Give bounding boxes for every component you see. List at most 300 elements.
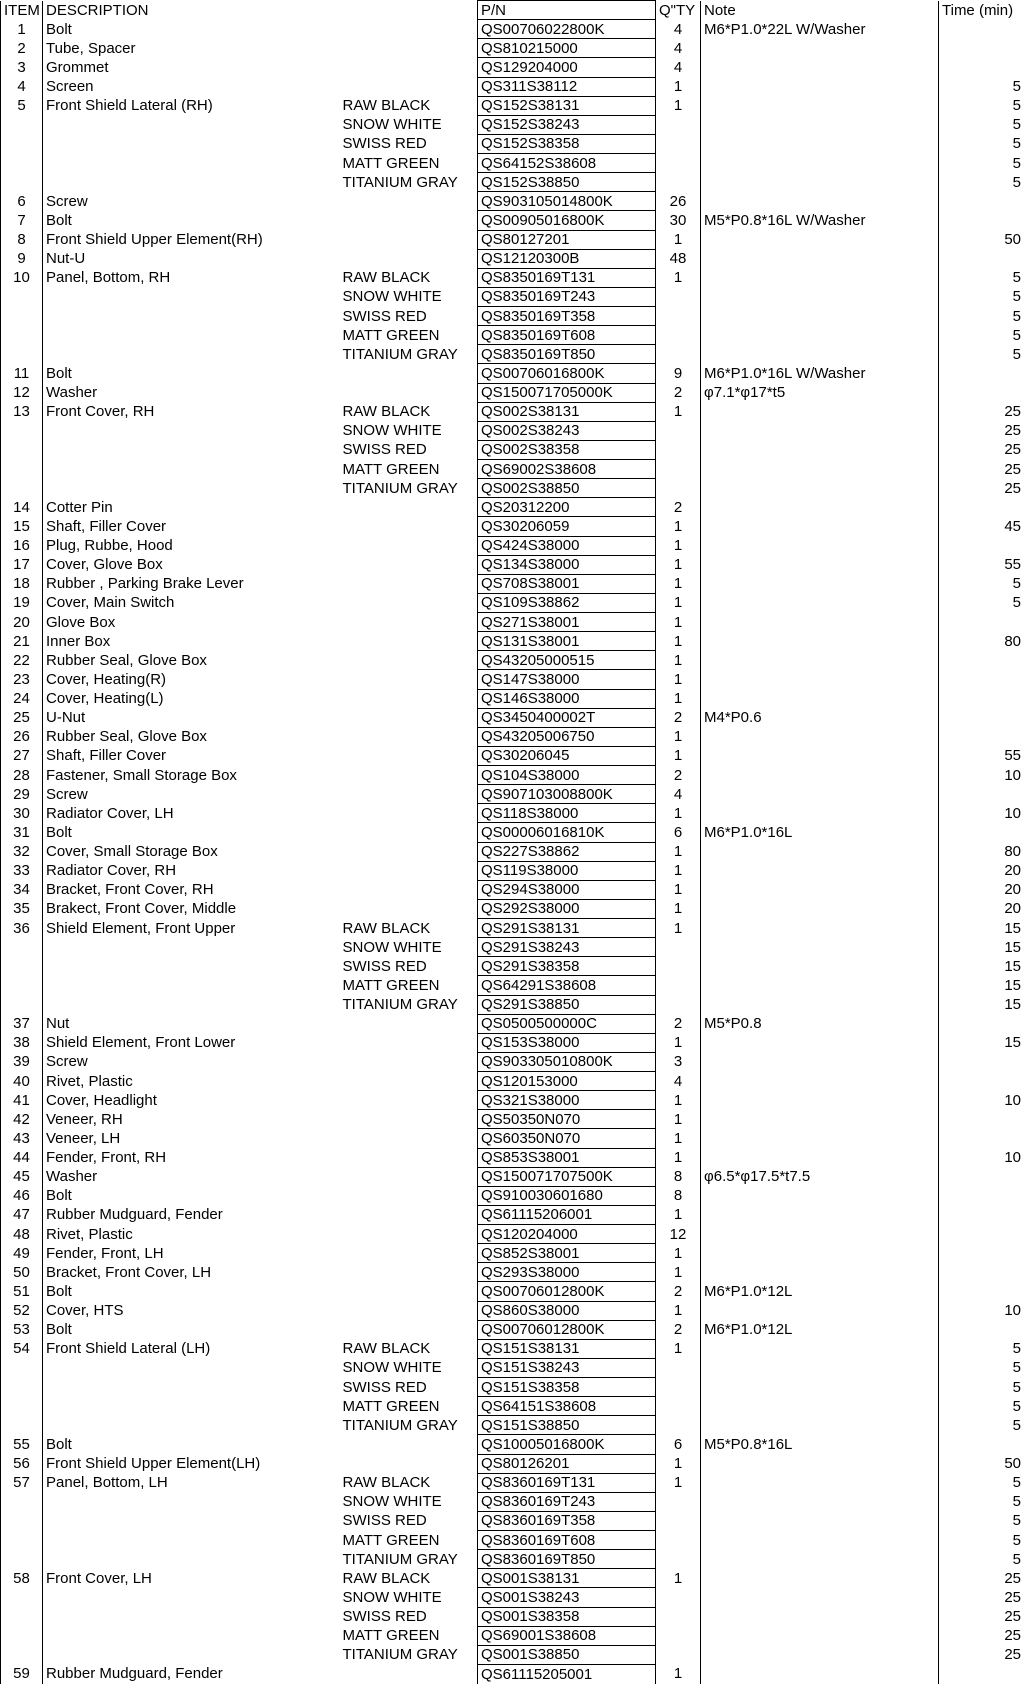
item-description (43, 1531, 340, 1550)
part-number: QS131S38001 (478, 632, 656, 651)
item-description (43, 440, 340, 459)
quantity (656, 957, 701, 976)
note (701, 1205, 939, 1224)
note (701, 785, 939, 804)
color-variant (340, 1263, 478, 1282)
item-number: 20 (1, 613, 43, 632)
table-row (1, 1569, 1024, 1588)
part-number: QS147S38000 (478, 670, 656, 689)
part-number: QS80126201 (478, 1454, 656, 1473)
item-description: Cover, Headlight (43, 1091, 340, 1110)
part-number: QS151S38243 (478, 1358, 656, 1377)
quantity: 1 (656, 555, 701, 574)
table-row (1, 574, 1024, 593)
quantity: 1 (656, 1091, 701, 1110)
color-variant: RAW BLACK (342, 1569, 431, 1587)
note (701, 39, 939, 58)
time-minutes: 5 (939, 1492, 1024, 1511)
note: M5*P0.8 (701, 1014, 939, 1033)
color-variant (340, 383, 478, 402)
item-description: Front Cover, LH (43, 1569, 340, 1588)
item-number (1, 1492, 43, 1511)
part-number: QS907103008800K (478, 785, 656, 804)
note: M6*P1.0*12L (701, 1320, 939, 1339)
note (701, 1091, 939, 1110)
item-number: 12 (1, 383, 43, 402)
item-number: 7 (1, 211, 43, 230)
quantity: 9 (656, 364, 701, 383)
table-row (1, 727, 1024, 746)
part-number: QS271S38001 (478, 613, 656, 632)
part-number: QS151S38131 (478, 1339, 656, 1358)
note (701, 1492, 939, 1511)
time-minutes: 5 (939, 593, 1024, 612)
item-number: 42 (1, 1110, 43, 1129)
color-variant (340, 1282, 478, 1301)
item-description (43, 173, 340, 192)
color-variant: TITANIUM GRAY (342, 173, 458, 191)
item-number (1, 421, 43, 440)
item-description (43, 1358, 340, 1377)
item-number (1, 1607, 43, 1626)
note (701, 1569, 939, 1588)
quantity (656, 287, 701, 306)
quantity: 1 (656, 1339, 701, 1358)
item-number: 5 (1, 96, 43, 115)
time-minutes: 55 (939, 746, 1024, 765)
quantity: 1 (656, 268, 701, 287)
note (701, 268, 939, 287)
table-row (1, 173, 1024, 192)
part-number: QS104S38000 (478, 766, 656, 785)
time-minutes: 25 (939, 1607, 1024, 1626)
quantity: 1 (656, 842, 701, 861)
note (701, 115, 939, 134)
part-number: QS291S38850 (478, 995, 656, 1014)
note (701, 1072, 939, 1091)
time-minutes: 5 (939, 77, 1024, 96)
table-row (1, 1225, 1024, 1244)
table-row (1, 326, 1024, 345)
table-row (1, 899, 1024, 918)
quantity: 1 (656, 880, 701, 899)
quantity: 1 (656, 746, 701, 765)
color-variant (340, 39, 478, 58)
note (701, 1033, 939, 1052)
note (701, 1454, 939, 1473)
quantity: 1 (656, 593, 701, 612)
item-description (43, 1397, 340, 1416)
quantity: 1 (656, 613, 701, 632)
note (701, 326, 939, 345)
quantity: 1 (656, 727, 701, 746)
time-minutes: 25 (939, 1569, 1024, 1588)
part-number: QS10005016800K (478, 1435, 656, 1454)
part-number: QS311S38112 (478, 77, 656, 96)
quantity: 6 (656, 823, 701, 842)
time-minutes: 25 (939, 421, 1024, 440)
header-note: Note (701, 1, 939, 20)
item-description (43, 938, 340, 957)
item-number: 28 (1, 766, 43, 785)
part-number: QS20312200 (478, 498, 656, 517)
color-variant: SNOW WHITE (342, 1359, 442, 1377)
item-number: 37 (1, 1014, 43, 1033)
table-row (1, 1148, 1024, 1167)
time-minutes (939, 498, 1024, 517)
time-minutes: 15 (939, 1033, 1024, 1052)
item-description (43, 1550, 340, 1569)
color-variant (340, 211, 478, 230)
item-number (1, 307, 43, 326)
time-minutes: 5 (939, 134, 1024, 153)
color-variant: MATT GREEN (342, 976, 440, 994)
quantity (656, 1378, 701, 1397)
time-minutes (939, 58, 1024, 77)
header-qty: Q"TY (656, 1, 701, 20)
color-variant (340, 593, 478, 612)
time-minutes: 5 (939, 1416, 1024, 1435)
color-variant (340, 785, 478, 804)
part-number: QS43205000515 (478, 651, 656, 670)
table-row (1, 1454, 1024, 1473)
quantity: 3 (656, 1052, 701, 1071)
quantity: 30 (656, 211, 701, 230)
table-row (1, 192, 1024, 211)
item-description: Inner Box (43, 632, 340, 651)
table-body (1, 20, 1024, 1684)
table-row (1, 1014, 1024, 1033)
quantity: 4 (656, 58, 701, 77)
quantity: 12 (656, 1225, 701, 1244)
item-description (43, 1416, 340, 1435)
item-description: Nut (43, 1014, 340, 1033)
time-minutes: 5 (939, 307, 1024, 326)
item-description (43, 287, 340, 306)
quantity (656, 421, 701, 440)
item-number: 55 (1, 1435, 43, 1454)
color-variant (340, 689, 478, 708)
time-minutes: 50 (939, 1454, 1024, 1473)
color-variant (340, 364, 478, 383)
color-variant (340, 192, 478, 211)
item-number: 41 (1, 1091, 43, 1110)
item-number (1, 976, 43, 995)
table-row (1, 115, 1024, 134)
note (701, 651, 939, 670)
item-number: 14 (1, 498, 43, 517)
part-number: QS291S38358 (478, 957, 656, 976)
color-variant: MATT GREEN (342, 1531, 440, 1549)
table-row (1, 211, 1024, 230)
color-variant (340, 1129, 478, 1148)
note (701, 192, 939, 211)
color-variant (340, 842, 478, 861)
time-minutes: 10 (939, 766, 1024, 785)
time-minutes (939, 1129, 1024, 1148)
item-number: 52 (1, 1301, 43, 1320)
time-minutes (939, 670, 1024, 689)
item-description: Bolt (43, 823, 340, 842)
item-description (43, 345, 340, 364)
time-minutes: 5 (939, 1358, 1024, 1377)
quantity: 8 (656, 1186, 701, 1205)
color-variant (340, 1033, 478, 1052)
header-item: ITEM (1, 1, 43, 20)
item-number: 58 (1, 1569, 43, 1588)
part-number: QS291S38243 (478, 938, 656, 957)
item-description: Panel, Bottom, RH (43, 268, 340, 287)
quantity (656, 1511, 701, 1530)
item-number: 38 (1, 1033, 43, 1052)
item-description: Bracket, Front Cover, RH (43, 880, 340, 899)
table-row (1, 919, 1024, 938)
color-variant: RAW BLACK (342, 1340, 431, 1358)
item-number (1, 1588, 43, 1607)
color-variant (340, 880, 478, 899)
item-number (1, 173, 43, 192)
table-row (1, 364, 1024, 383)
item-number (1, 287, 43, 306)
item-description: Cover, Small Storage Box (43, 842, 340, 861)
item-description (43, 1588, 340, 1607)
time-minutes (939, 727, 1024, 746)
item-number (1, 938, 43, 957)
item-number: 6 (1, 192, 43, 211)
item-description: Veneer, RH (43, 1110, 340, 1129)
time-minutes: 50 (939, 230, 1024, 249)
time-minutes: 15 (939, 919, 1024, 938)
note (701, 287, 939, 306)
quantity (656, 1550, 701, 1569)
time-minutes: 5 (939, 1397, 1024, 1416)
quantity: 1 (656, 1473, 701, 1492)
item-description: Bolt (43, 1282, 340, 1301)
color-variant: RAW BLACK (342, 97, 431, 115)
table-row (1, 1645, 1024, 1664)
time-minutes: 10 (939, 1301, 1024, 1320)
time-minutes (939, 39, 1024, 58)
part-number: QS8360169T358 (478, 1511, 656, 1530)
item-number (1, 479, 43, 498)
quantity: 1 (656, 1263, 701, 1282)
table-row (1, 536, 1024, 555)
part-number: QS8350169T608 (478, 326, 656, 345)
note (701, 154, 939, 173)
time-minutes: 80 (939, 842, 1024, 861)
note (701, 1416, 939, 1435)
color-variant (340, 1167, 478, 1186)
part-number: QS321S38000 (478, 1091, 656, 1110)
part-number: QS152S38131 (478, 96, 656, 115)
quantity: 1 (656, 632, 701, 651)
item-description: Brakect, Front Cover, Middle (43, 899, 340, 918)
item-description: Rivet, Plastic (43, 1072, 340, 1091)
note (701, 1358, 939, 1377)
time-minutes (939, 249, 1024, 268)
table-row (1, 804, 1024, 823)
time-minutes: 5 (939, 1531, 1024, 1550)
table-row (1, 1378, 1024, 1397)
table-row (1, 632, 1024, 651)
item-description: Front Shield Lateral (LH) (43, 1339, 340, 1358)
quantity (656, 938, 701, 957)
time-minutes (939, 364, 1024, 383)
quantity: 1 (656, 689, 701, 708)
quantity: 6 (656, 1435, 701, 1454)
time-minutes (939, 536, 1024, 555)
note (701, 1110, 939, 1129)
quantity: 1 (656, 96, 701, 115)
time-minutes (939, 1664, 1024, 1683)
item-number: 26 (1, 727, 43, 746)
quantity: 1 (656, 1244, 701, 1263)
time-minutes: 5 (939, 96, 1024, 115)
item-number (1, 1511, 43, 1530)
color-variant (340, 574, 478, 593)
time-minutes (939, 1186, 1024, 1205)
time-minutes: 20 (939, 880, 1024, 899)
part-number: QS64151S38608 (478, 1397, 656, 1416)
color-variant (340, 230, 478, 249)
quantity (656, 173, 701, 192)
quantity (656, 154, 701, 173)
note (701, 460, 939, 479)
part-number: QS903305010800K (478, 1052, 656, 1071)
item-description: Fender, Front, RH (43, 1148, 340, 1167)
header-color (340, 1, 478, 20)
part-number: QS129204000 (478, 58, 656, 77)
item-description: Cotter Pin (43, 498, 340, 517)
note (701, 1531, 939, 1550)
part-number: QS002S38850 (478, 479, 656, 498)
part-number: QS00706022800K (478, 20, 656, 39)
item-number: 57 (1, 1473, 43, 1492)
item-number: 39 (1, 1052, 43, 1071)
table-row (1, 1072, 1024, 1091)
quantity: 2 (656, 708, 701, 727)
note (701, 479, 939, 498)
table-row (1, 96, 1024, 115)
item-description (43, 1492, 340, 1511)
time-minutes: 25 (939, 1626, 1024, 1645)
color-variant (340, 1072, 478, 1091)
quantity: 1 (656, 1129, 701, 1148)
quantity: 1 (656, 1033, 701, 1052)
note (701, 1263, 939, 1282)
note (701, 77, 939, 96)
color-variant: SWISS RED (342, 1512, 427, 1530)
header-description: DESCRIPTION (43, 1, 340, 20)
part-number: QS61115206001 (478, 1205, 656, 1224)
item-number: 3 (1, 58, 43, 77)
color-variant (340, 1435, 478, 1454)
note (701, 1186, 939, 1205)
quantity: 4 (656, 20, 701, 39)
quantity (656, 307, 701, 326)
note: φ7.1*φ17*t5 (701, 383, 939, 402)
item-description: Rubber Seal, Glove Box (43, 727, 340, 746)
color-variant: RAW BLACK (342, 1474, 431, 1492)
item-number: 9 (1, 249, 43, 268)
time-minutes: 25 (939, 1645, 1024, 1664)
note (701, 842, 939, 861)
part-number: QS50350N070 (478, 1110, 656, 1129)
item-description: Nut-U (43, 249, 340, 268)
item-number: 36 (1, 919, 43, 938)
part-number: QS64291S38608 (478, 976, 656, 995)
item-number: 43 (1, 1129, 43, 1148)
note (701, 689, 939, 708)
quantity: 1 (656, 670, 701, 689)
note (701, 1052, 939, 1071)
note (701, 1626, 939, 1645)
quantity: 2 (656, 498, 701, 517)
table-row (1, 1186, 1024, 1205)
color-variant (340, 1225, 478, 1244)
note (701, 1645, 939, 1664)
item-number: 47 (1, 1205, 43, 1224)
part-number: QS708S38001 (478, 574, 656, 593)
quantity (656, 1588, 701, 1607)
note (701, 173, 939, 192)
table-row (1, 1033, 1024, 1052)
color-variant (340, 498, 478, 517)
color-variant (340, 708, 478, 727)
table-row (1, 689, 1024, 708)
item-number (1, 345, 43, 364)
table-row (1, 766, 1024, 785)
note (701, 766, 939, 785)
color-variant (340, 20, 478, 39)
item-number: 50 (1, 1263, 43, 1282)
table-row (1, 479, 1024, 498)
part-number: QS152S38850 (478, 173, 656, 192)
note (701, 230, 939, 249)
color-variant (340, 1244, 478, 1263)
table-row (1, 460, 1024, 479)
part-number: QS151S38358 (478, 1378, 656, 1397)
part-number: QS8350169T358 (478, 307, 656, 326)
time-minutes (939, 1167, 1024, 1186)
time-minutes: 10 (939, 804, 1024, 823)
item-number: 44 (1, 1148, 43, 1167)
item-description: Front Cover, RH (43, 402, 340, 421)
quantity (656, 134, 701, 153)
color-variant (340, 77, 478, 96)
table-row (1, 593, 1024, 612)
quantity: 1 (656, 1664, 701, 1683)
color-variant (340, 632, 478, 651)
note (701, 1129, 939, 1148)
time-minutes (939, 20, 1024, 39)
color-variant: TITANIUM GRAY (342, 1550, 458, 1568)
time-minutes (939, 192, 1024, 211)
color-variant (340, 1664, 478, 1683)
note (701, 134, 939, 153)
part-number: QS120204000 (478, 1225, 656, 1244)
part-number: QS00706016800K (478, 364, 656, 383)
time-minutes (939, 1072, 1024, 1091)
part-number: QS227S38862 (478, 842, 656, 861)
time-minutes: 5 (939, 1473, 1024, 1492)
part-number: QS150071705000K (478, 383, 656, 402)
time-minutes: 25 (939, 479, 1024, 498)
time-minutes: 5 (939, 1378, 1024, 1397)
note (701, 746, 939, 765)
time-minutes (939, 651, 1024, 670)
note (701, 632, 939, 651)
